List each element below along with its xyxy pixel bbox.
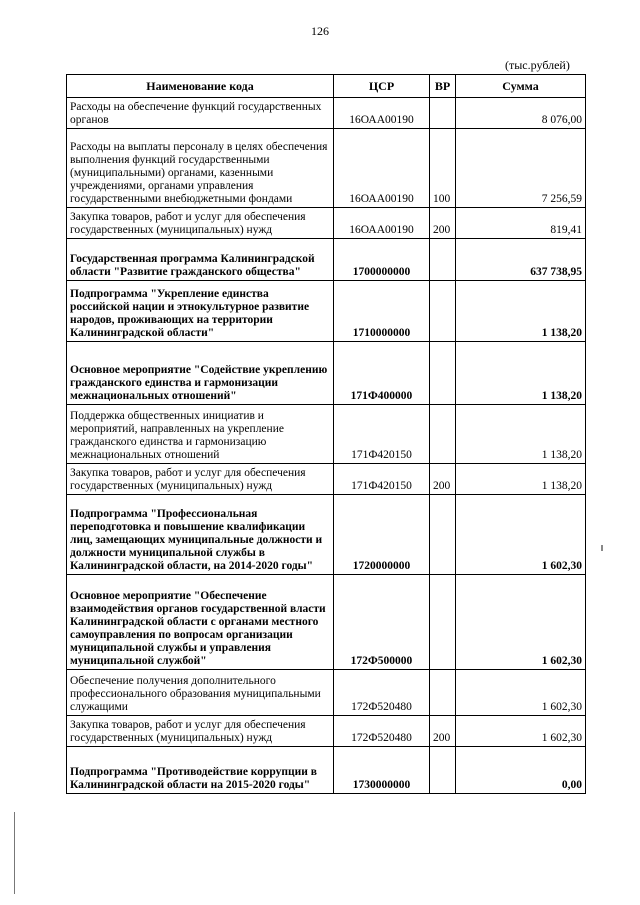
row-csr: 171Ф400000 — [334, 342, 430, 405]
budget-table — [66, 74, 586, 794]
table-row — [67, 464, 586, 495]
row-sum: 1 138,20 — [456, 342, 586, 405]
row-vr — [430, 342, 456, 405]
row-csr: 1720000000 — [334, 495, 430, 575]
row-sum: 7 256,59 — [456, 129, 586, 208]
table-row — [67, 208, 586, 239]
table-row — [67, 239, 586, 281]
row-csr: 1710000000 — [334, 281, 430, 342]
row-name: Государственная программа Калининградской области "Развитие гражданского общества" — [67, 239, 334, 281]
table-header-row — [67, 75, 586, 98]
row-vr — [430, 670, 456, 716]
row-name: Подпрограмма "Противодействие коррупции в Калининградской области на 2015-2020 годы" — [67, 747, 334, 794]
row-vr: 200 — [430, 464, 456, 495]
row-sum: 8 076,00 — [456, 98, 586, 129]
row-sum: 819,41 — [456, 208, 586, 239]
table-row — [67, 575, 586, 670]
row-csr: 172Ф500000 — [334, 575, 430, 670]
header-vr: ВР — [430, 75, 456, 98]
row-name: Расходы на выплаты персоналу в целях обеспечения выполнения функций государственными (муниципальными) органами, казенными учреждениями, органами управления государственными внебюджетными фондами — [67, 129, 334, 208]
row-csr: 16ОАА00190 — [334, 98, 430, 129]
table-row — [67, 747, 586, 794]
row-sum: 1 602,30 — [456, 495, 586, 575]
row-vr — [430, 405, 456, 464]
row-sum: 1 138,20 — [456, 464, 586, 495]
row-name: Поддержка общественных инициатив и мероприятий, направленных на укрепление гражданского единства и гармонизацию межнациональных отношений — [67, 405, 334, 464]
table-row — [67, 405, 586, 464]
row-vr: 100 — [430, 129, 456, 208]
units-note: (тыс.рублей) — [505, 58, 570, 72]
row-name: Основное мероприятие "Содействие укреплению гражданского единства и гармонизации межнациональных отношений" — [67, 342, 334, 405]
row-sum: 1 602,30 — [456, 575, 586, 670]
table-row — [67, 342, 586, 405]
row-csr: 1730000000 — [334, 747, 430, 794]
row-name: Обеспечение получения дополнительного профессионального образования муниципальными служащими — [67, 670, 334, 716]
row-csr: 1700000000 — [334, 239, 430, 281]
row-name: Закупка товаров, работ и услуг для обеспечения государственных (муниципальных) нужд — [67, 716, 334, 747]
table-row — [67, 98, 586, 129]
row-csr: 171Ф420150 — [334, 405, 430, 464]
row-sum: 0,00 — [456, 747, 586, 794]
row-csr: 16ОАА00190 — [334, 129, 430, 208]
row-sum: 1 602,30 — [456, 670, 586, 716]
row-csr: 172Ф520480 — [334, 670, 430, 716]
row-sum: 1 138,20 — [456, 405, 586, 464]
row-name: Закупка товаров, работ и услуг для обеспечения государственных (муниципальных) нужд — [67, 464, 334, 495]
row-vr — [430, 281, 456, 342]
row-vr: 200 — [430, 716, 456, 747]
header-sum: Сумма — [456, 75, 586, 98]
scan-margin-mark — [14, 812, 15, 894]
table-row — [67, 129, 586, 208]
row-name: Подпрограмма "Профессиональная переподготовка и повышение квалификации лиц, замещающих муниципальные должности и должности муниципальной службы в Калининградской области, на 2014-2020 годы" — [67, 495, 334, 575]
row-csr: 16ОАА00190 — [334, 208, 430, 239]
row-sum: 1 602,30 — [456, 716, 586, 747]
row-vr: 200 — [430, 208, 456, 239]
row-name: Закупка товаров, работ и услуг для обеспечения государственных (муниципальных) нужд — [67, 208, 334, 239]
row-csr: 172Ф520480 — [334, 716, 430, 747]
row-vr — [430, 98, 456, 129]
row-csr: 171Ф420150 — [334, 464, 430, 495]
header-name: Наименование кода — [67, 75, 334, 98]
table-row — [67, 670, 586, 716]
row-vr — [430, 239, 456, 281]
table-row — [67, 281, 586, 342]
scan-side-mark — [601, 545, 603, 551]
row-sum: 1 138,20 — [456, 281, 586, 342]
table-row — [67, 495, 586, 575]
row-sum: 637 738,95 — [456, 239, 586, 281]
table-row — [67, 716, 586, 747]
row-name: Подпрограмма "Укрепление единства российской нации и этнокультурное развитие народов, проживающих на территории Калининградской области" — [67, 281, 334, 342]
row-vr — [430, 495, 456, 575]
page-number: 126 — [311, 24, 329, 38]
row-name: Расходы на обеспечение функций государственных органов — [67, 98, 334, 129]
row-vr — [430, 747, 456, 794]
row-vr — [430, 575, 456, 670]
header-csr: ЦСР — [334, 75, 430, 98]
row-name: Основное мероприятие "Обеспечение взаимодействия органов государственной власти Калининградской области с органами местного самоуправления по вопросам организации муниципальной службы и управления муниципальной службой" — [67, 575, 334, 670]
